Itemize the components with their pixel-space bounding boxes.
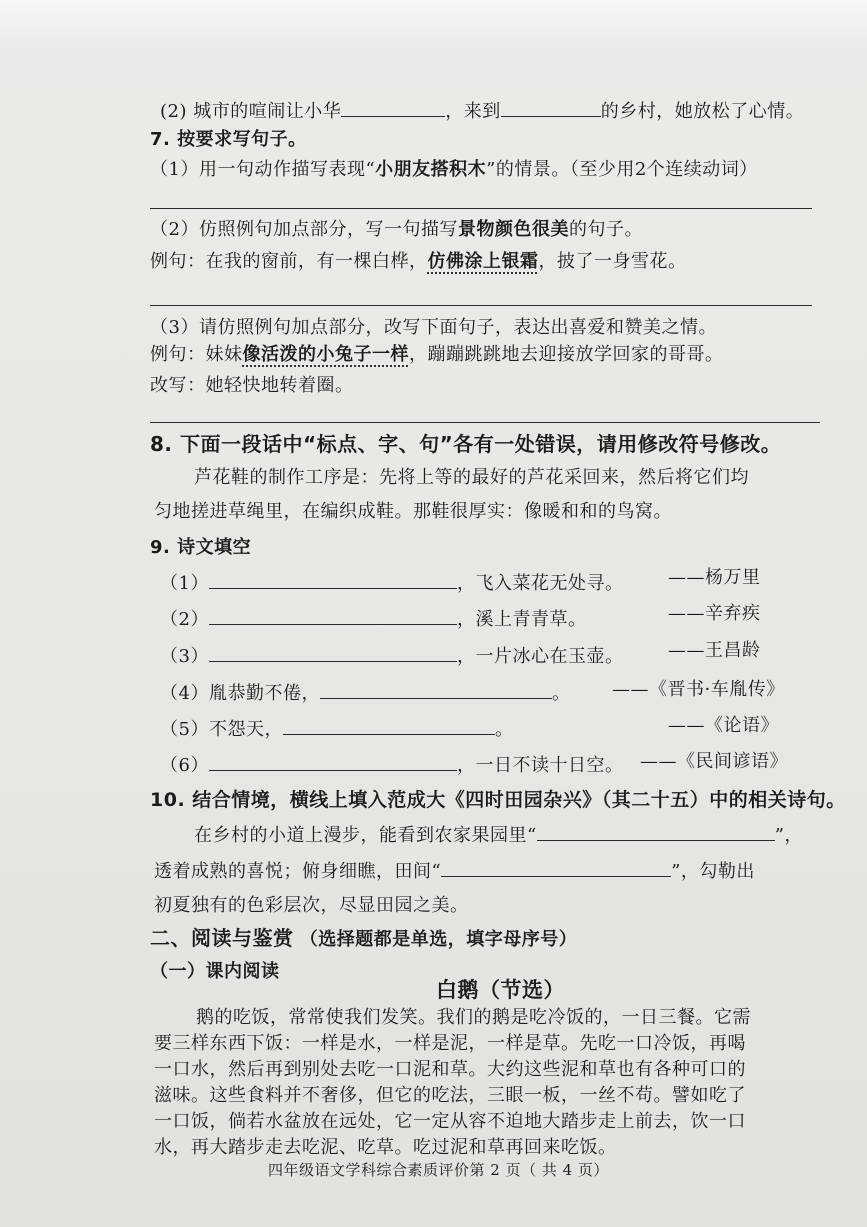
q9-5-num: （5）不怨天，: [160, 719, 283, 740]
q9-item-1: [160, 570, 623, 596]
q9-3-blank[interactable]: [209, 643, 457, 662]
q7-s1-instruction: [150, 158, 758, 182]
q9-5-source: ——《论语》: [668, 715, 779, 736]
q9-5-text: 。: [494, 719, 514, 740]
q9-item-4: [160, 680, 570, 706]
q9-4-blank[interactable]: [320, 680, 552, 699]
q6-item-2: [160, 98, 804, 124]
q8-paragraph-line-2: 匀地搓进草绳里，在编织成鞋。那鞋很厚实：像暖和和的鸟窝。: [154, 501, 672, 522]
q7-s1-bold: 小朋友搭积木: [375, 159, 487, 180]
section2-heading: 二、阅读与鉴赏: [150, 926, 294, 950]
q6-2-blank-1[interactable]: [341, 98, 445, 117]
q9-6-source: ——《民间谚语》: [640, 751, 788, 772]
q6-2-suffix: 的乡村，她放松了心情。: [600, 101, 805, 122]
q10-line-3: 初夏独有的色彩层次，尽显田园之美。: [154, 895, 469, 916]
section2-heading-line: [150, 926, 577, 952]
q6-2-blank-2[interactable]: [501, 98, 601, 117]
q7-heading: 7. 按要求写句子。: [150, 129, 307, 150]
q9-3-source: ——王昌龄: [668, 640, 761, 661]
q9-3-num: （3）: [160, 646, 209, 667]
passage-line-3: 一口水，然后再到别处去吃一口泥和草。大约这些泥和草也有各种可口的: [154, 1059, 746, 1080]
q10-line-2-b: ”，勾勒出: [671, 861, 755, 882]
q9-item-6: [160, 752, 623, 778]
q7-s3-instruction: （3）请仿照例句加点部分，改写下面句子，表达出喜爱和赞美之情。: [150, 317, 717, 338]
q10-blank-2[interactable]: [441, 858, 671, 877]
q8-heading: 8. 下面一段话中“标点、字、句”各有一处错误，请用修改符号修改。: [150, 432, 782, 456]
q9-5-blank[interactable]: [283, 716, 495, 735]
passage-line-4: 滋味。这些食料并不奢侈，但它的吃法，三眼一板，一丝不苟。譬如吃了: [154, 1085, 746, 1106]
q7-s2-example-a: 例句：在我的窗前，有一棵白桦，: [150, 251, 428, 272]
q9-2-blank[interactable]: [209, 606, 457, 625]
q9-3-text: ，一片冰心在玉壶。: [456, 646, 624, 667]
passage-line-5: 一口饭，倘若水盆放在远处，它一定从容不迫地大踏步走上前去，饮一口: [154, 1111, 746, 1132]
q7-s3-example-a: 例句：妹妹: [150, 344, 243, 365]
q9-6-blank[interactable]: [209, 752, 457, 771]
q7-s2-instruction-bold: 景物颜色很美: [457, 219, 569, 240]
passage-line-2: 要三样东西下饭：一样是水，一样是泥，一样是草。先吃一口冷饭，再喝: [154, 1033, 746, 1054]
passage-line-6: 水，再大踏步走去吃泥、吃草。吃过泥和草再回来吃饭。: [154, 1137, 617, 1158]
q9-6-num: （6）: [160, 755, 209, 776]
q10-line-1-b: ”，: [774, 825, 803, 846]
q9-4-text: 。: [551, 683, 571, 704]
q7-s3-example-dotted: 像活泼的小兔子一样: [242, 344, 409, 365]
q7-s2-example-b: ，披了一身雪花。: [538, 251, 687, 272]
q8-paragraph-line-1: 芦花鞋的制作工序是：先将上等的最好的芦花采回来，然后将它们均: [194, 467, 749, 488]
q6-2-mid: ，来到: [445, 101, 501, 122]
passage-title: 白鹅（节选）: [436, 978, 565, 1002]
page-footer: 四年级语文学科综合素质评价第 2 页（ 共 4 页）: [268, 1161, 609, 1179]
q10-line-1: [194, 822, 803, 848]
page-top-edge: [0, 0, 867, 48]
q7-s3-answer-line[interactable]: [150, 422, 820, 423]
q7-s2-instruction: [150, 218, 643, 242]
q7-s3-example: [150, 343, 724, 367]
q9-4-source: ——《晋书·车胤传》: [612, 679, 785, 700]
q7-s1-answer-line[interactable]: [150, 208, 812, 209]
q7-s1-text-b: ”的情景。（至少用2个连续动词）: [486, 159, 758, 180]
q7-s2-answer-line[interactable]: [150, 305, 812, 306]
q9-1-source: ——杨万里: [668, 567, 761, 588]
q10-line-2-a: 透着成熟的喜悦；俯身细瞧，田间“: [154, 861, 442, 882]
q9-2-source: ——辛弃疾: [668, 603, 761, 624]
q10-line-1-a: 在乡村的小道上漫步，能看到农家果园里“: [194, 825, 537, 846]
q7-s2-instruction-a: （2）仿照例句加点部分，写一句描写: [150, 219, 458, 240]
q9-1-blank[interactable]: [209, 570, 457, 589]
q9-4-num: （4）胤恭勤不倦，: [160, 683, 320, 704]
q7-s3-example-b: ，蹦蹦跳跳地去迎接放学回家的哥哥。: [409, 344, 724, 365]
q7-s3-rewrite: 改写：她轻快地转着圈。: [150, 375, 354, 396]
q9-1-num: （1）: [160, 573, 209, 594]
q10-line-2: [154, 858, 755, 884]
q9-1-text: ，飞入菜花无处寻。: [456, 573, 624, 594]
q7-s2-instruction-b: 的句子。: [568, 219, 643, 240]
q6-2-prefix: (2) 城市的喧闹让小华: [160, 101, 342, 122]
q9-2-num: （2）: [160, 609, 209, 630]
q10-heading: 10. 结合情境，横线上填入范成大《四时田园杂兴》（其二十五）中的相关诗句。: [150, 789, 846, 811]
section2-note: （选择题都是单选，填字母序号）: [299, 929, 578, 950]
q9-item-2: [160, 606, 586, 632]
q7-s2-example-dotted: 仿佛涂上银霜: [427, 251, 539, 272]
q9-item-3: [160, 643, 623, 669]
passage-line-1: 鹅的吃饭，常常使我们发笑。我们的鹅是吃冷饭的，一日三餐。它需: [196, 1007, 751, 1028]
q9-item-5: [160, 716, 513, 742]
q9-heading: 9. 诗文填空: [150, 537, 252, 558]
q7-s1-text-a: （1）用一句动作描写表现“: [150, 159, 376, 180]
q7-s2-example: [150, 250, 687, 274]
q9-6-text: ，一日不读十日空。: [456, 755, 624, 776]
q9-2-text: ，溪上青青草。: [456, 609, 587, 630]
q10-blank-1[interactable]: [537, 822, 775, 841]
section2-subheading: （一）课内阅读: [150, 961, 280, 982]
